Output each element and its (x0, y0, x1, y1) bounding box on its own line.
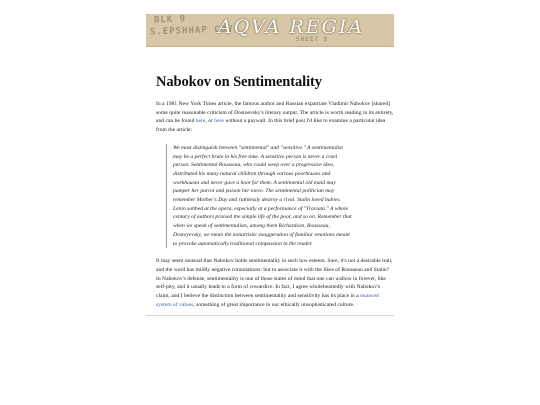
banner-stamp-text: S.EPSHHAP COV (149, 24, 234, 38)
site-title[interactable]: AQVA REGIA (218, 16, 365, 38)
nabokov-quote: We must distinguish between "sentimental" and "sensitive." A sentimentalist may be a perfect brute in his free time. A sensitive person is never a cruel person. Sentimental Rousseau, who could weep over a progressive idea, distributed his many natural children through various poorhouses and workhouses and never gave a hoot for them. A sentimental old maid may pamper her parrot and poison her niece. The sentimental politician may remember Mother's Day and ruthlessly destroy a rival. Stalin loved babies. Lenin sobbed at the opera, especially at a performance of "Traviata." A whole century of authors praised the simple life of the poor, and so on. Remember that when we speak of sentimentalists, among them Richardson, Rousseau, Dostoyevsky, we mean the nonartistic exaggeration of familiar emotions meant to provoke automatically traditional compassion in the reader. (166, 144, 353, 248)
banner-corner-mark: · (147, 14, 149, 18)
post-title: Nabokov on Sentimentality (156, 74, 322, 90)
intro-text: In a 1981 New York Times article, the famous author and Russian expatriate Vladimir Nabokov [shared] some quite reasonable criticism of Dostoevsky's literary output. The article is worth reading in its entirety, and can be found (156, 101, 394, 125)
banner-stamp-text: SHEET 8 (296, 36, 329, 43)
here-link-1[interactable]: here (195, 118, 206, 125)
banner-stamp-text: BLK 9 (153, 14, 187, 26)
body-text: , something of great importance in our ethically unsophisticated culture. (193, 301, 355, 308)
nuanced-values-link[interactable]: nuanced system of values (156, 293, 379, 308)
body-text: It may seem unusual that Nabokov holds sentimentality in such low esteem. Sure, it's not a desirable trait, and the word has mildly negative connotations: but to associate it with the likes of Rousseau and Stalin? In Nabokov's defense, sentimentality is one of those states of mind that one can wallow in forever, like self-pity, and it usually leads to a form of cowardice. In fact, I agree wholeheartedly with Nabokov's claim, and I believe the distinction between sentimentality and sensitivity has its place in a (156, 258, 393, 300)
site-banner[interactable] (146, 14, 394, 47)
intro-text: , or (205, 118, 215, 125)
intro-text: without a paywall. In this brief post I'd like to examine a particular idea from the article: (156, 118, 386, 134)
blog-page (146, 14, 394, 316)
here-link-2[interactable]: here (214, 118, 224, 125)
post-divider (146, 315, 394, 316)
body-paragraph (156, 257, 394, 309)
intro-paragraph (156, 100, 394, 135)
